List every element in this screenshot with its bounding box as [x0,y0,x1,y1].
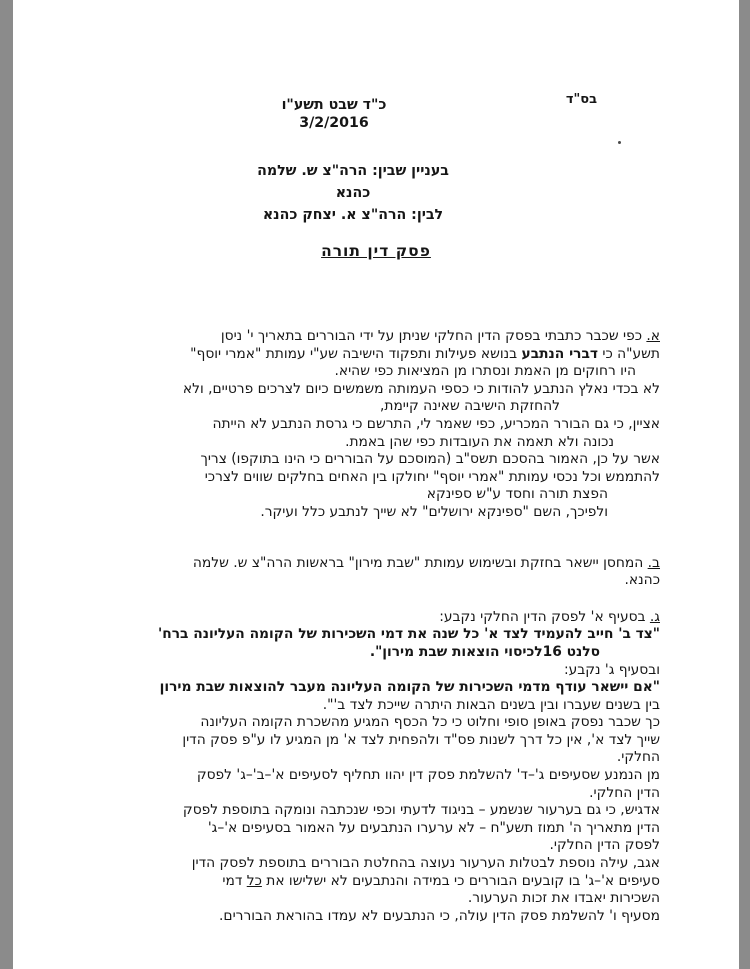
text-line [132,381,660,399]
text-segment: הדין החלקי. [589,784,660,801]
text-segment: מסעיף ו' להשלמת פסק הדין עולה, כי הנתבעים לא עמדו בהוראת הבוררים. [219,907,660,924]
document-body [132,328,660,925]
text-segment: סלנט 16לכיסוי הוצאות שבת מירון". [369,643,600,660]
text-segment: לפסק הדין החלקי. [549,837,660,854]
text-segment: דמי [222,872,247,889]
gregorian-date: 3/2/2016 [299,115,369,131]
text-segment: דברי הנתבע [521,345,598,362]
scan-border-left [0,0,13,969]
text-segment: להתממש וכל נכסי עמותת "אמרי יוסף" יחולקו בין האחים בחלקים שווים לצרכי [204,468,660,485]
text-line [132,749,660,767]
text-line [132,504,660,522]
text-line [132,697,660,715]
section-gimel [132,609,660,926]
text-segment: נכונה ולא תאמה את העובדות כפי שהן באמת. [345,433,614,450]
text-segment: ולפיכך, השם "ספינקא ירושלים" לא שייך לנתבע כלל ועיקר. [260,503,608,520]
text-line [132,626,660,644]
text-line [132,855,660,873]
bsd-header: בס"ד [565,92,597,107]
text-line [132,820,660,838]
text-line [132,679,660,697]
text-segment: בין בשנים שעברו ובין בשנים הבאות היתרה שייכת לצד ב'". [322,696,660,713]
text-segment: "אם יישאר עודף מדמי השכירות של הקומה העליונה מעבר להוצאות שבת מירון [159,679,660,696]
text-line [132,873,660,891]
text-segment: המחסן יישאר בחזקת ובשימוש עמותת "שבת מירון" בראשות הרה"צ ש. שלמה [192,554,648,571]
text-line [132,644,660,662]
text-line [132,486,660,504]
text-segment: היו רחוקים מן האמת ונסתרו מן המציאות כפי שהיא. [334,363,636,380]
text-segment: החלקי. [616,749,660,766]
text-line [132,451,660,469]
text-line [132,732,660,750]
text-segment: להחזקת הישיבה שאינה קיימת, [379,398,560,415]
text-line [132,714,660,732]
text-segment: בנושא פעילות ותפקוד הישיבה שע"י עמותת "אמרי יוסף" [190,345,522,362]
scan-border-right [739,0,750,969]
date-block [238,96,430,132]
text-segment: סעיפים א'–ג' בו קובעים הבוררים כי במידה והנתבעים לא ישלישו את [261,872,660,889]
text-segment: הדין מתאריך ה' תמוז תשע"ח – לא ערערו הנתבעים על האמור בסעיפים א'–ג' [207,819,660,836]
text-segment: לא בכדי נאלץ הנתבע להודות כי כספי העמותה משמשים כיום לצרכים פרטיים, ולא [182,380,660,397]
text-segment: השכירות יאבדו את זכות הערעור. [467,890,660,907]
text-segment: כפי שכבר כתבתי בפסק הדין החלקי שניתן על ידי הבוררים בתאריך י' ניסן [220,328,647,344]
text-segment: כהנא. [624,572,660,589]
text-line [132,767,660,785]
text-line [132,908,660,926]
text-segment: א. [646,328,660,344]
section-bet [132,555,660,590]
text-segment: כך שכבר נפסק באופן סופי וחלוט כי כל הכסף המגיע מהשכרת הקומה העליונה [200,714,660,731]
document-title: פסק דין תורה [321,242,431,260]
text-segment: מן הנמנע שסעיפים ג'–ד' להשלמת פסק דין יהוו תחליף לסעיפים א'–ב'–ג' לפסק [196,767,660,784]
text-segment: ב. [647,554,660,571]
text-segment: אגב, עילה נוספת לבטלות הערעור נעוצה בהחלטת הבוררים בתוספת לפסק הדין [191,855,660,872]
section-aleph [132,328,660,522]
hebrew-date: כ"ד שבט תשע"ו [281,97,387,113]
text-line [132,837,660,855]
text-line [132,572,660,590]
text-segment: תשע"ה כי [598,345,660,362]
text-segment: "צד ב' חייב להעמיד לצד א' כל שנה את דמי השכירות של הקומה העליונה ברח' [158,626,660,643]
claimant-line: בעניין שבין: הרה"צ ש. שלמה כהנא [257,163,449,201]
document-page [13,0,739,969]
text-line [132,890,660,908]
text-segment: כל [246,872,262,889]
text-segment: שייך לצד א', אין כל דרך לשנות פס"ד ולהפחית לצד א' מן המגיע לו ע"פ פסק הדין [182,731,660,748]
text-line [132,328,660,346]
text-line [132,802,660,820]
parties-block [246,160,460,226]
text-line [132,346,660,364]
text-segment: הפצת תורה וחסד ע"ש ספינקא [426,486,608,503]
text-line [132,416,660,434]
text-line [132,609,660,627]
text-segment: ג. [649,608,660,625]
scan-artifact-dot [618,141,621,144]
text-line [132,434,660,452]
text-line [132,469,660,487]
text-line [132,363,660,381]
respondent-line: לבין: הרה"צ א. יצחק כהנא [262,207,444,223]
text-segment: אדגיש, כי גם בערעור שנשמע – בניגוד לדעתי וכפי שנכתבה ונומקה בתוספת לפסק [182,802,660,819]
text-line [132,662,660,680]
text-segment: אשר על כן, האמור בהסכם תשס"ב (המוסכם על הבוררים כי הינו בתוקפו) צריך [200,451,660,468]
text-line [132,555,660,573]
text-segment: ובסעיף ג' נקבע: [563,661,660,678]
text-segment: אציין, כי גם הבורר המכריע, כפי שאמר לי, התרשם כי גרסת הנתבע לא הייתה [212,415,660,432]
text-line [132,785,660,803]
text-segment: בסעיף א' לפסק הדין החלקי נקבע: [439,608,650,625]
text-line [132,398,660,416]
